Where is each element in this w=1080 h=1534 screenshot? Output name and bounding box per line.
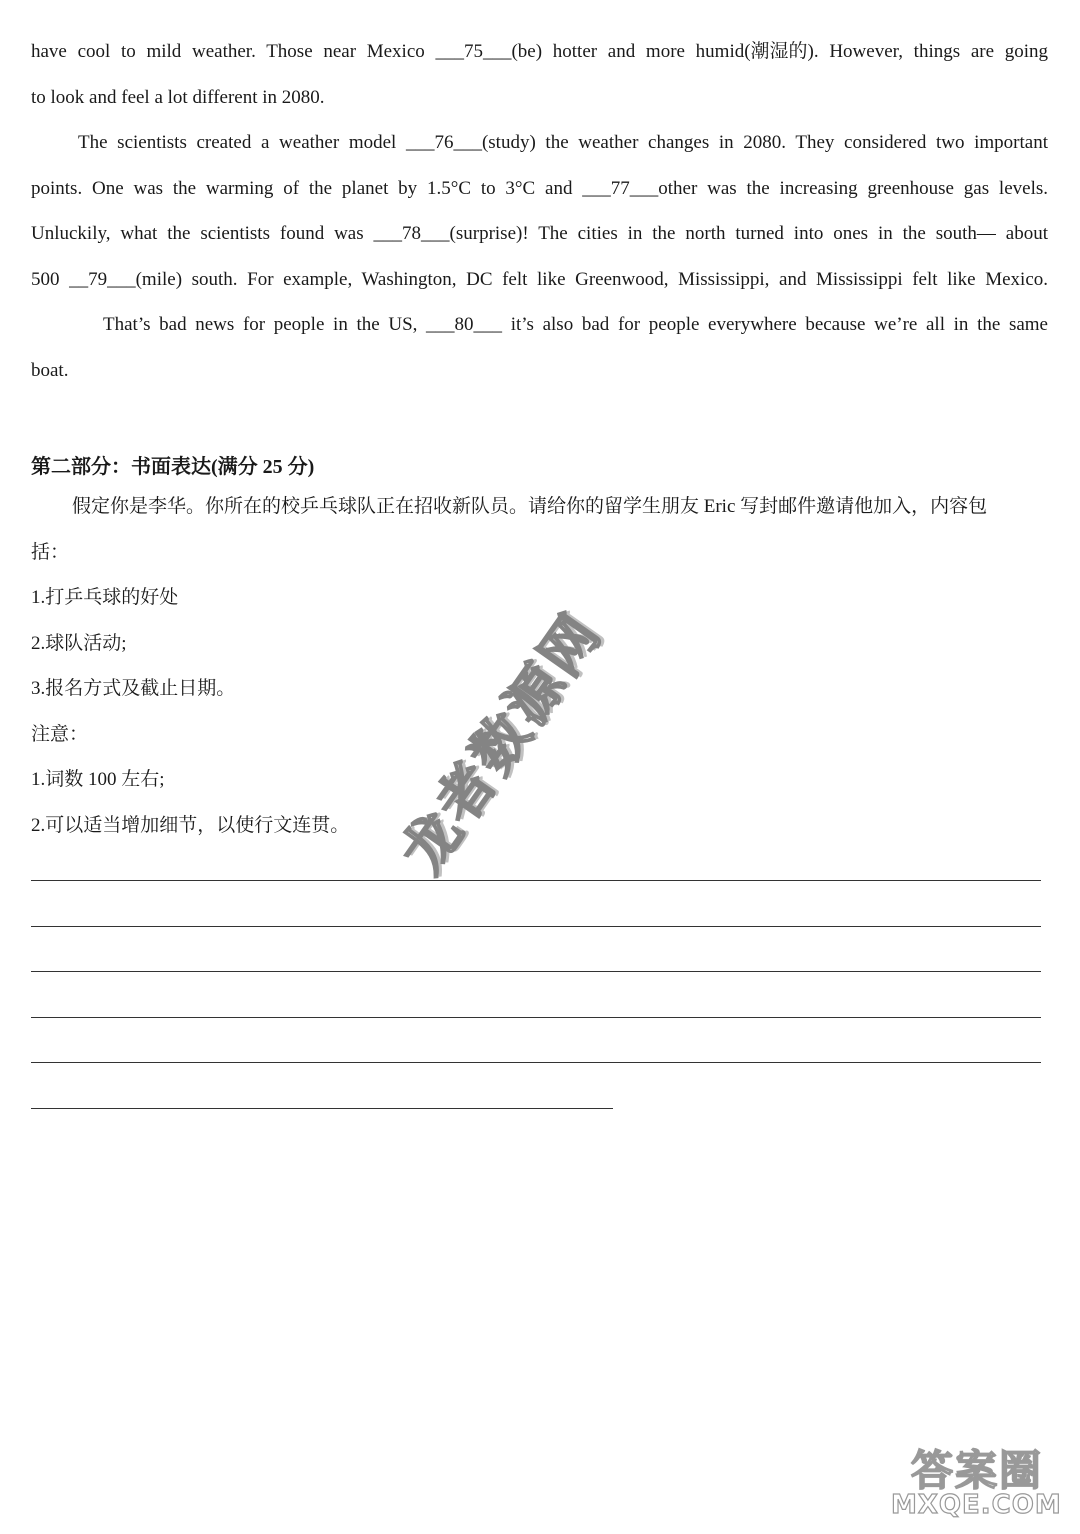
writing-line[interactable] bbox=[31, 1108, 613, 1109]
passage-line-2-text: to look and feel a lot different in 2080. bbox=[31, 87, 325, 108]
content-point-1: 1.打乒乓球的好处 bbox=[31, 587, 179, 608]
prompt-line-1: 假定你是李华。你所在的校乒乓球队正在招收新队员。请给你的留学生朋友 Eric 写封邮件邀请他加入，内容包 bbox=[72, 496, 988, 517]
passage-line-6-text: 500 __79___(mile) south. For example, Washington, DC felt like Greenwood, Mississippi, and Mississippi felt like Mexico. bbox=[31, 269, 1048, 290]
passage-line-4-text: points. One was the warming of the planet by 1.5°C to 3°C and ___77___other was the increasing greenhouse gas levels. bbox=[31, 178, 1048, 199]
writing-line[interactable] bbox=[31, 1017, 1041, 1018]
watermark: 龙者数源网 bbox=[389, 601, 616, 885]
corner-logo bbox=[891, 1438, 1066, 1528]
content-point-2: 2.球队活动; bbox=[31, 633, 127, 654]
corner-logo-title: 答案圈 bbox=[911, 1446, 1044, 1495]
writing-line[interactable] bbox=[31, 971, 1041, 972]
passage-line-7-text: That’s bad news for people in the US, ___80___ it’s also bad for people everywhere because we’re all in the same bbox=[103, 314, 1048, 335]
passage-line-2 bbox=[31, 86, 325, 110]
passage-line-5 bbox=[31, 222, 1048, 246]
passage-line-1-text: have cool to mild weather. Those near Mexico ___75___(be) hotter and more humid(潮湿的). However, things are going bbox=[31, 41, 1048, 62]
passage-line-1 bbox=[31, 40, 1048, 64]
passage-line-6 bbox=[31, 268, 1048, 292]
content-point-3: 3.报名方式及截止日期。 bbox=[31, 678, 236, 699]
writing-line[interactable] bbox=[31, 926, 1041, 927]
prompt-line-2: 括： bbox=[31, 542, 70, 563]
passage-line-3-text: The scientists created a weather model ___76___(study) the weather changes in 2080. They considered two important bbox=[78, 132, 1048, 153]
note-1: 1.词数 100 左右; bbox=[31, 769, 165, 790]
passage-line-7 bbox=[103, 313, 1048, 337]
passage-line-3 bbox=[78, 131, 1048, 155]
writing-line[interactable] bbox=[31, 880, 1041, 881]
passage-line-8-text: boat. bbox=[31, 360, 69, 381]
section-heading: 第二部分：书面表达(满分 25 分) bbox=[31, 456, 315, 478]
passage-line-5-text: Unluckily, what the scientists found was ___78___(surprise)! The cities in the north turned into ones in the south— about bbox=[31, 223, 1048, 244]
notes-label: 注意： bbox=[31, 724, 89, 745]
passage-line-8 bbox=[31, 359, 68, 383]
writing-line[interactable] bbox=[31, 1062, 1041, 1063]
note-2: 2.可以适当增加细节，以使行文连贯。 bbox=[31, 815, 350, 836]
corner-logo-url: MXQE.COM bbox=[891, 1490, 1062, 1520]
passage-line-4 bbox=[31, 177, 1048, 201]
